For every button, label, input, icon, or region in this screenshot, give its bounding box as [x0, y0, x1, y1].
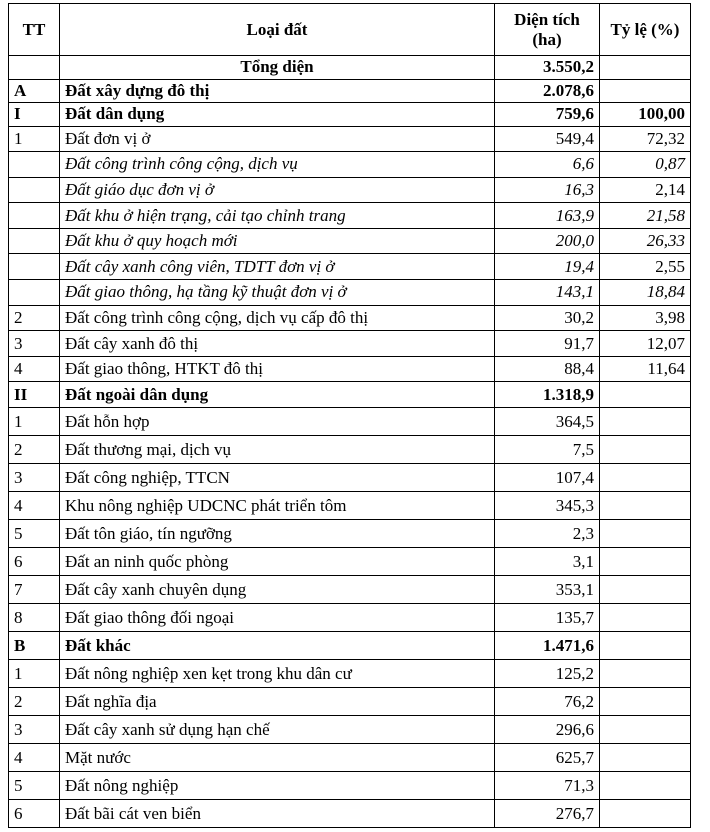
row-area: 1.318,9 [495, 382, 600, 408]
table-row [9, 744, 691, 772]
table-row [9, 464, 691, 492]
row-tt [9, 228, 60, 254]
row-ratio [600, 716, 691, 744]
row-area: 345,3 [495, 492, 600, 520]
row-name: Đất giáo dục đơn vị ở [60, 177, 495, 203]
row-tt [9, 203, 60, 229]
row-tt: 2 [9, 436, 60, 464]
row-area: 16,3 [495, 177, 600, 203]
row-tt: 4 [9, 744, 60, 772]
row-area: 1.471,6 [495, 632, 600, 660]
row-name: Khu nông nghiệp UDCNC phát triển tôm [60, 492, 495, 520]
table-row [9, 280, 691, 306]
table-row [9, 520, 691, 548]
row-area: 88,4 [495, 356, 600, 382]
row-tt [9, 177, 60, 203]
row-ratio: 2,55 [600, 254, 691, 280]
table-row [9, 228, 691, 254]
table-row [9, 356, 691, 382]
row-name: Đất xây dựng đô thị [60, 79, 495, 103]
row-name: Đất khu ở hiện trạng, cải tạo chỉnh trang [60, 203, 495, 229]
row-tt: 4 [9, 356, 60, 382]
row-ratio [600, 576, 691, 604]
table-row [9, 382, 691, 408]
row-area: 91,7 [495, 331, 600, 357]
row-name: Tổng diện [60, 56, 495, 80]
row-tt: A [9, 79, 60, 103]
row-name: Đất giao thông, HTKT đô thị [60, 356, 495, 382]
row-name: Mặt nước [60, 744, 495, 772]
table-header-row [9, 4, 691, 56]
header-area: Diện tích (ha) [495, 4, 600, 56]
row-tt: 7 [9, 576, 60, 604]
row-ratio: 12,07 [600, 331, 691, 357]
row-tt: 3 [9, 464, 60, 492]
row-ratio [600, 520, 691, 548]
row-area: 353,1 [495, 576, 600, 604]
row-area: 625,7 [495, 744, 600, 772]
row-tt: 4 [9, 492, 60, 520]
table-row [9, 152, 691, 178]
row-ratio [600, 408, 691, 436]
row-area: 30,2 [495, 305, 600, 331]
row-area: 759,6 [495, 103, 600, 127]
table-row [9, 800, 691, 828]
table-row [9, 103, 691, 127]
row-area: 163,9 [495, 203, 600, 229]
table-row [9, 79, 691, 103]
row-name: Đất an ninh quốc phòng [60, 548, 495, 576]
row-name: Đất cây xanh chuyên dụng [60, 576, 495, 604]
header-land-type: Loại đất [60, 4, 495, 56]
row-ratio: 2,14 [600, 177, 691, 203]
table-row [9, 408, 691, 436]
row-tt: B [9, 632, 60, 660]
table-row [9, 177, 691, 203]
row-name: Đất giao thông, hạ tầng kỹ thuật đơn vị ở [60, 280, 495, 306]
row-area: 6,6 [495, 152, 600, 178]
row-area: 135,7 [495, 604, 600, 632]
row-tt: 6 [9, 548, 60, 576]
row-area: 549,4 [495, 126, 600, 152]
row-area: 125,2 [495, 660, 600, 688]
row-area: 7,5 [495, 436, 600, 464]
row-name: Đất khác [60, 632, 495, 660]
table-row [9, 305, 691, 331]
row-tt [9, 152, 60, 178]
land-use-table [8, 3, 691, 828]
table-row [9, 576, 691, 604]
row-ratio: 3,98 [600, 305, 691, 331]
row-ratio: 72,32 [600, 126, 691, 152]
row-name: Đất nghĩa địa [60, 688, 495, 716]
row-tt: 2 [9, 688, 60, 716]
table-row [9, 688, 691, 716]
table-row [9, 492, 691, 520]
row-area: 76,2 [495, 688, 600, 716]
row-name: Đất khu ở quy hoạch mới [60, 228, 495, 254]
row-name: Đất cây xanh đô thị [60, 331, 495, 357]
row-area: 3.550,2 [495, 56, 600, 80]
table-row [9, 716, 691, 744]
row-name: Đất đơn vị ở [60, 126, 495, 152]
table-row [9, 126, 691, 152]
header-ratio: Tỷ lệ (%) [600, 4, 691, 56]
row-tt [9, 56, 60, 80]
row-name: Đất công trình công cộng, dịch vụ [60, 152, 495, 178]
row-area: 200,0 [495, 228, 600, 254]
row-name: Đất dân dụng [60, 103, 495, 127]
row-ratio [600, 632, 691, 660]
row-area: 107,4 [495, 464, 600, 492]
row-name: Đất bãi cát ven biển [60, 800, 495, 828]
row-tt: 3 [9, 331, 60, 357]
row-ratio [600, 436, 691, 464]
row-ratio [600, 464, 691, 492]
row-tt: 6 [9, 800, 60, 828]
table-row [9, 772, 691, 800]
row-tt: 8 [9, 604, 60, 632]
row-ratio [600, 56, 691, 80]
row-name: Đất ngoài dân dụng [60, 382, 495, 408]
table-row [9, 548, 691, 576]
row-name: Đất cây xanh sử dụng hạn chế [60, 716, 495, 744]
row-ratio: 18,84 [600, 280, 691, 306]
row-tt: 1 [9, 126, 60, 152]
row-ratio [600, 800, 691, 828]
row-tt: 1 [9, 660, 60, 688]
row-area: 3,1 [495, 548, 600, 576]
row-tt: II [9, 382, 60, 408]
row-area: 19,4 [495, 254, 600, 280]
row-tt: 1 [9, 408, 60, 436]
row-name: Đất nông nghiệp [60, 772, 495, 800]
row-ratio [600, 744, 691, 772]
row-name: Đất cây xanh công viên, TDTT đơn vị ở [60, 254, 495, 280]
table-row [9, 56, 691, 80]
row-name: Đất công trình công cộng, dịch vụ cấp đô thị [60, 305, 495, 331]
row-tt [9, 254, 60, 280]
table-row [9, 436, 691, 464]
row-ratio: 11,64 [600, 356, 691, 382]
row-name: Đất giao thông đối ngoại [60, 604, 495, 632]
row-area: 71,3 [495, 772, 600, 800]
table-row [9, 331, 691, 357]
row-name: Đất hỗn hợp [60, 408, 495, 436]
row-tt: 5 [9, 520, 60, 548]
row-area: 296,6 [495, 716, 600, 744]
table-row [9, 203, 691, 229]
row-ratio: 21,58 [600, 203, 691, 229]
row-tt: 3 [9, 716, 60, 744]
row-ratio: 100,00 [600, 103, 691, 127]
row-area: 276,7 [495, 800, 600, 828]
row-area: 143,1 [495, 280, 600, 306]
row-name: Đất tôn giáo, tín ngưỡng [60, 520, 495, 548]
row-ratio: 0,87 [600, 152, 691, 178]
row-name: Đất thương mại, dịch vụ [60, 436, 495, 464]
row-ratio [600, 688, 691, 716]
table-row [9, 254, 691, 280]
table-row [9, 660, 691, 688]
row-ratio [600, 548, 691, 576]
row-name: Đất nông nghiệp xen kẹt trong khu dân cư [60, 660, 495, 688]
row-tt [9, 280, 60, 306]
row-area: 2.078,6 [495, 79, 600, 103]
row-tt: I [9, 103, 60, 127]
row-name: Đất công nghiệp, TTCN [60, 464, 495, 492]
row-ratio [600, 660, 691, 688]
row-tt: 5 [9, 772, 60, 800]
table-row [9, 604, 691, 632]
row-ratio [600, 382, 691, 408]
row-ratio: 26,33 [600, 228, 691, 254]
row-area: 2,3 [495, 520, 600, 548]
header-tt: TT [9, 4, 60, 56]
row-ratio [600, 604, 691, 632]
table-row [9, 632, 691, 660]
row-area: 364,5 [495, 408, 600, 436]
row-ratio [600, 492, 691, 520]
row-tt: 2 [9, 305, 60, 331]
row-ratio [600, 79, 691, 103]
row-ratio [600, 772, 691, 800]
